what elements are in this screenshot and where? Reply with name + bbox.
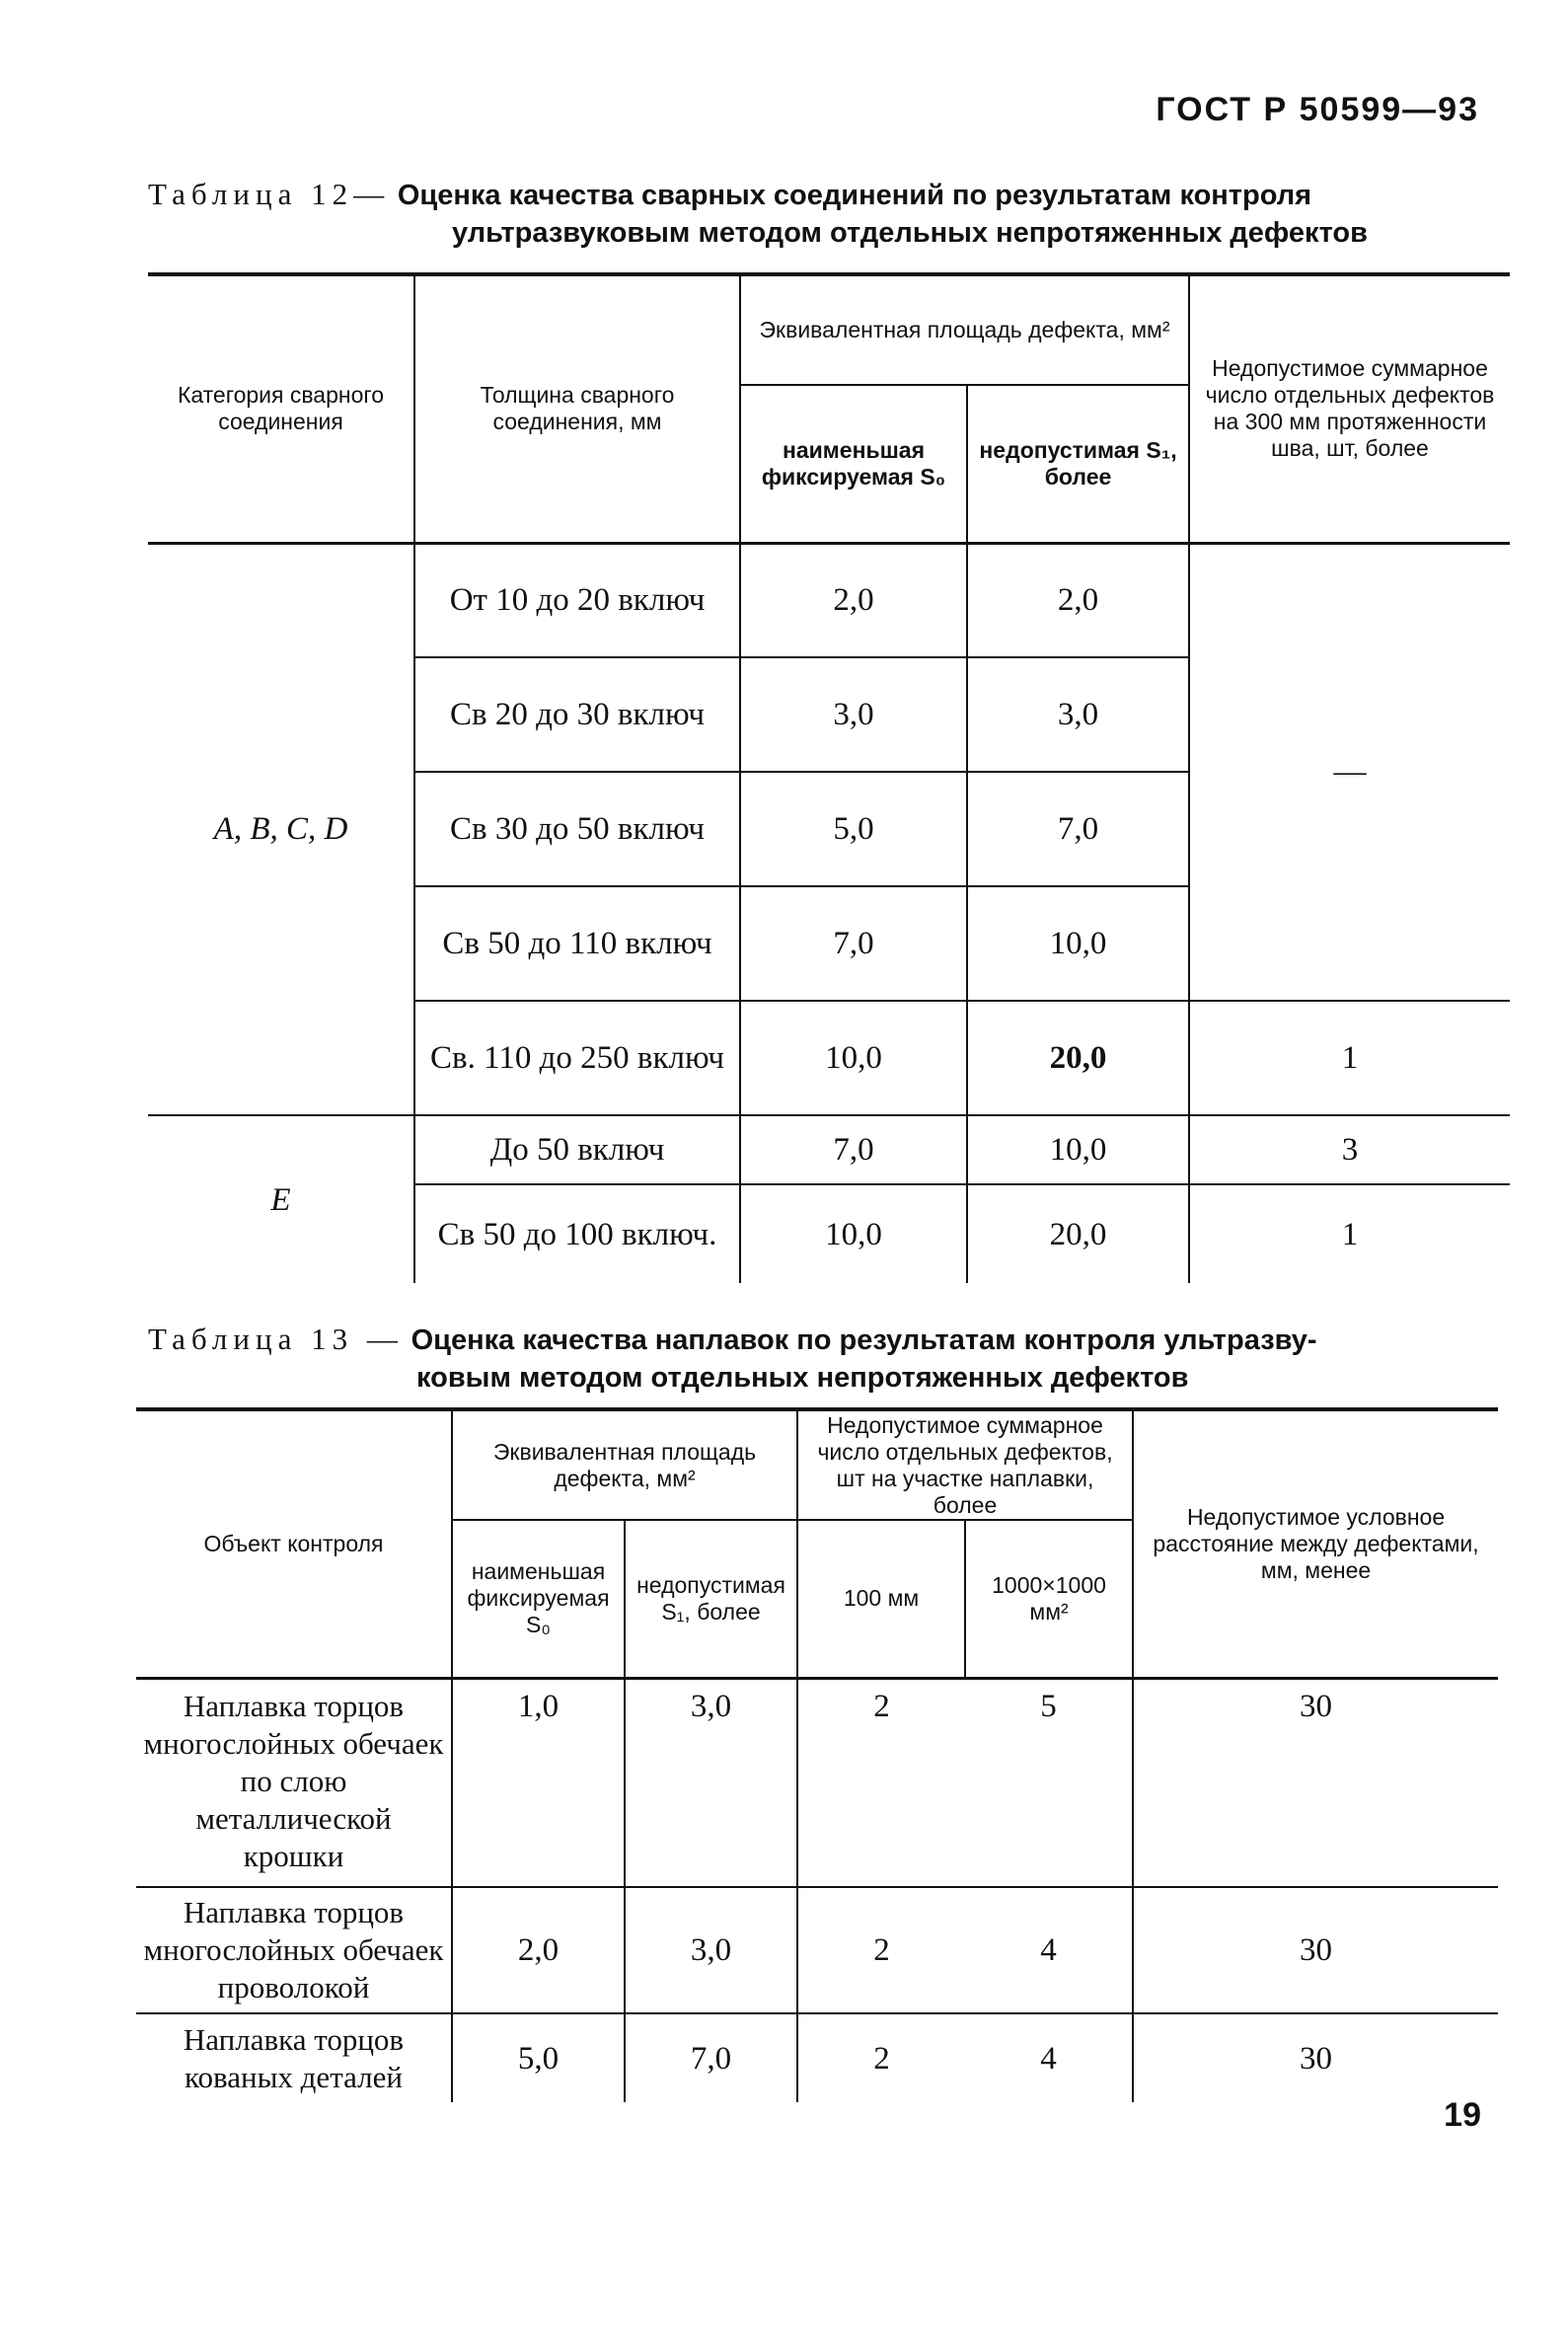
table13-n100-cell: 2	[797, 2013, 965, 2102]
table13-header-count: Недопустимое суммарное число отдельных дефектов, шт на участке наплавки, более	[797, 1409, 1133, 1520]
table12-label: Таблица 12—	[148, 177, 391, 211]
table12-thickness-cell: Св 30 до 50 включ	[414, 772, 740, 886]
table12-header-category: Категория сварного соединения	[177, 382, 385, 435]
table13-s0-cell: 2,0	[452, 1887, 625, 2013]
table-row	[136, 1887, 1498, 2013]
table12-s0-cell: 3,0	[740, 657, 967, 772]
table12-group-e: E	[148, 1115, 414, 1283]
document-code: ГОСТ Р 50599—93	[1156, 91, 1479, 128]
table13-header-s0: наименьшая фиксируемая S₀	[452, 1520, 625, 1678]
table12-count-cell: 3	[1189, 1115, 1510, 1184]
table12-title-line2: ультразвуковым методом отдельных непротяженных дефектов	[452, 217, 1368, 249]
table12-header-area: Эквивалентная площадь дефекта, мм²	[740, 274, 1189, 385]
table12-group-abcd: A, B, C, D	[213, 811, 348, 848]
table13-object-cell: Наплавка торцов кованых деталей	[136, 2013, 452, 2102]
table12-s1-cell: 2,0	[967, 543, 1189, 657]
table13-header-s1: недопустимая S₁, более	[625, 1520, 797, 1678]
table-row	[136, 2013, 1498, 2102]
table12-s1-cell: 10,0	[967, 1115, 1189, 1184]
table12-s1-cell: 10,0	[967, 886, 1189, 1001]
table12-count-cell: 1	[1189, 1001, 1510, 1115]
table13-n100-cell: 2	[797, 1678, 965, 1887]
table13-header-distance: Недопустимое условное расстояние между дефектами, мм, менее	[1133, 1409, 1498, 1678]
table13-s0-cell: 5,0	[452, 2013, 625, 2102]
table-row	[148, 1115, 1510, 1184]
page-number: 19	[1444, 2096, 1481, 2134]
table13-caption	[148, 1321, 1510, 1397]
table12-header-s0: наименьшая фиксируемая S₀	[740, 385, 967, 543]
table13-distance-cell: 30	[1133, 1887, 1498, 2013]
table13-header-object: Объект контроля	[203, 1530, 384, 1556]
table13-title-line1: Оценка качества наплавок по результатам контроля ультразву-	[411, 1324, 1317, 1356]
table13-distance-cell: 30	[1133, 1678, 1498, 1887]
table13-title-line2: ковым методом отдельных непротяженных дефектов	[416, 1362, 1189, 1394]
table13-s1-cell: 3,0	[625, 1887, 797, 2013]
table13-s0-cell: 1,0	[452, 1678, 625, 1887]
table13-n100-cell: 2	[797, 1887, 965, 2013]
table-row	[136, 1678, 1498, 1887]
table12-s1-cell: 3,0	[967, 657, 1189, 772]
table12-count-cell: 1	[1189, 1184, 1510, 1283]
table12	[148, 272, 1510, 1283]
table12-s0-cell: 10,0	[740, 1001, 967, 1115]
table12-thickness-cell: Св 20 до 30 включ	[414, 657, 740, 772]
table12-thickness-cell: До 50 включ	[414, 1115, 740, 1184]
table12-s0-cell: 7,0	[740, 886, 967, 1001]
table12-thickness-cell: Св 50 до 110 включ	[414, 886, 740, 1001]
table12-s0-cell: 10,0	[740, 1184, 967, 1283]
table12-title-line1: Оценка качества сварных соединений по результатам контроля	[397, 180, 1312, 211]
table12-header-thickness: Толщина сварного соединения, мм	[414, 274, 740, 543]
table12-thickness-cell: Св. 110 до 250 включ	[414, 1001, 740, 1115]
table12-header-s1: недопустимая S₁, более	[967, 385, 1189, 543]
table12-s0-cell: 7,0	[740, 1115, 967, 1184]
table13	[136, 1407, 1498, 2102]
table13-narea-cell: 4	[965, 2013, 1133, 2102]
table13-narea-cell: 4	[965, 1887, 1133, 2013]
table12-s0-cell: 5,0	[740, 772, 967, 886]
table13-object-cell: Наплавка торцов многослойных обечаек проволокой	[136, 1887, 452, 2013]
table13-header-per-area: 1000×1000 мм²	[965, 1520, 1133, 1678]
table13-header-area: Эквивалентная площадь дефекта, мм²	[452, 1409, 797, 1520]
table12-count-dash: —	[1189, 543, 1510, 1001]
table12-s1-cell: 20,0	[967, 1001, 1189, 1115]
table13-s1-cell: 3,0	[625, 1678, 797, 1887]
table12-caption	[148, 176, 1510, 252]
table13-header-per-100: 100 мм	[797, 1520, 965, 1678]
table13-narea-cell: 5	[1040, 1688, 1057, 1724]
table12-thickness-cell: Св 50 до 100 включ.	[414, 1184, 740, 1283]
table13-s1-cell: 7,0	[625, 2013, 797, 2102]
table13-label: Таблица 13 —	[148, 1322, 404, 1356]
table12-s1-cell: 7,0	[967, 772, 1189, 886]
table12-s0-cell: 2,0	[740, 543, 967, 657]
table13-object-cell: Наплавка торцов многослойных обечаек по слою металлической крошки	[143, 1688, 444, 1873]
table12-header-count: Недопустимое суммарное число отдельных дефектов на 300 мм протяженности шва, шт, более	[1189, 274, 1510, 543]
table12-thickness-cell: От 10 до 20 включ	[414, 543, 740, 657]
table12-s1-cell: 20,0	[967, 1184, 1189, 1283]
table-row	[148, 543, 1510, 657]
table13-distance-cell: 30	[1133, 2013, 1498, 2102]
